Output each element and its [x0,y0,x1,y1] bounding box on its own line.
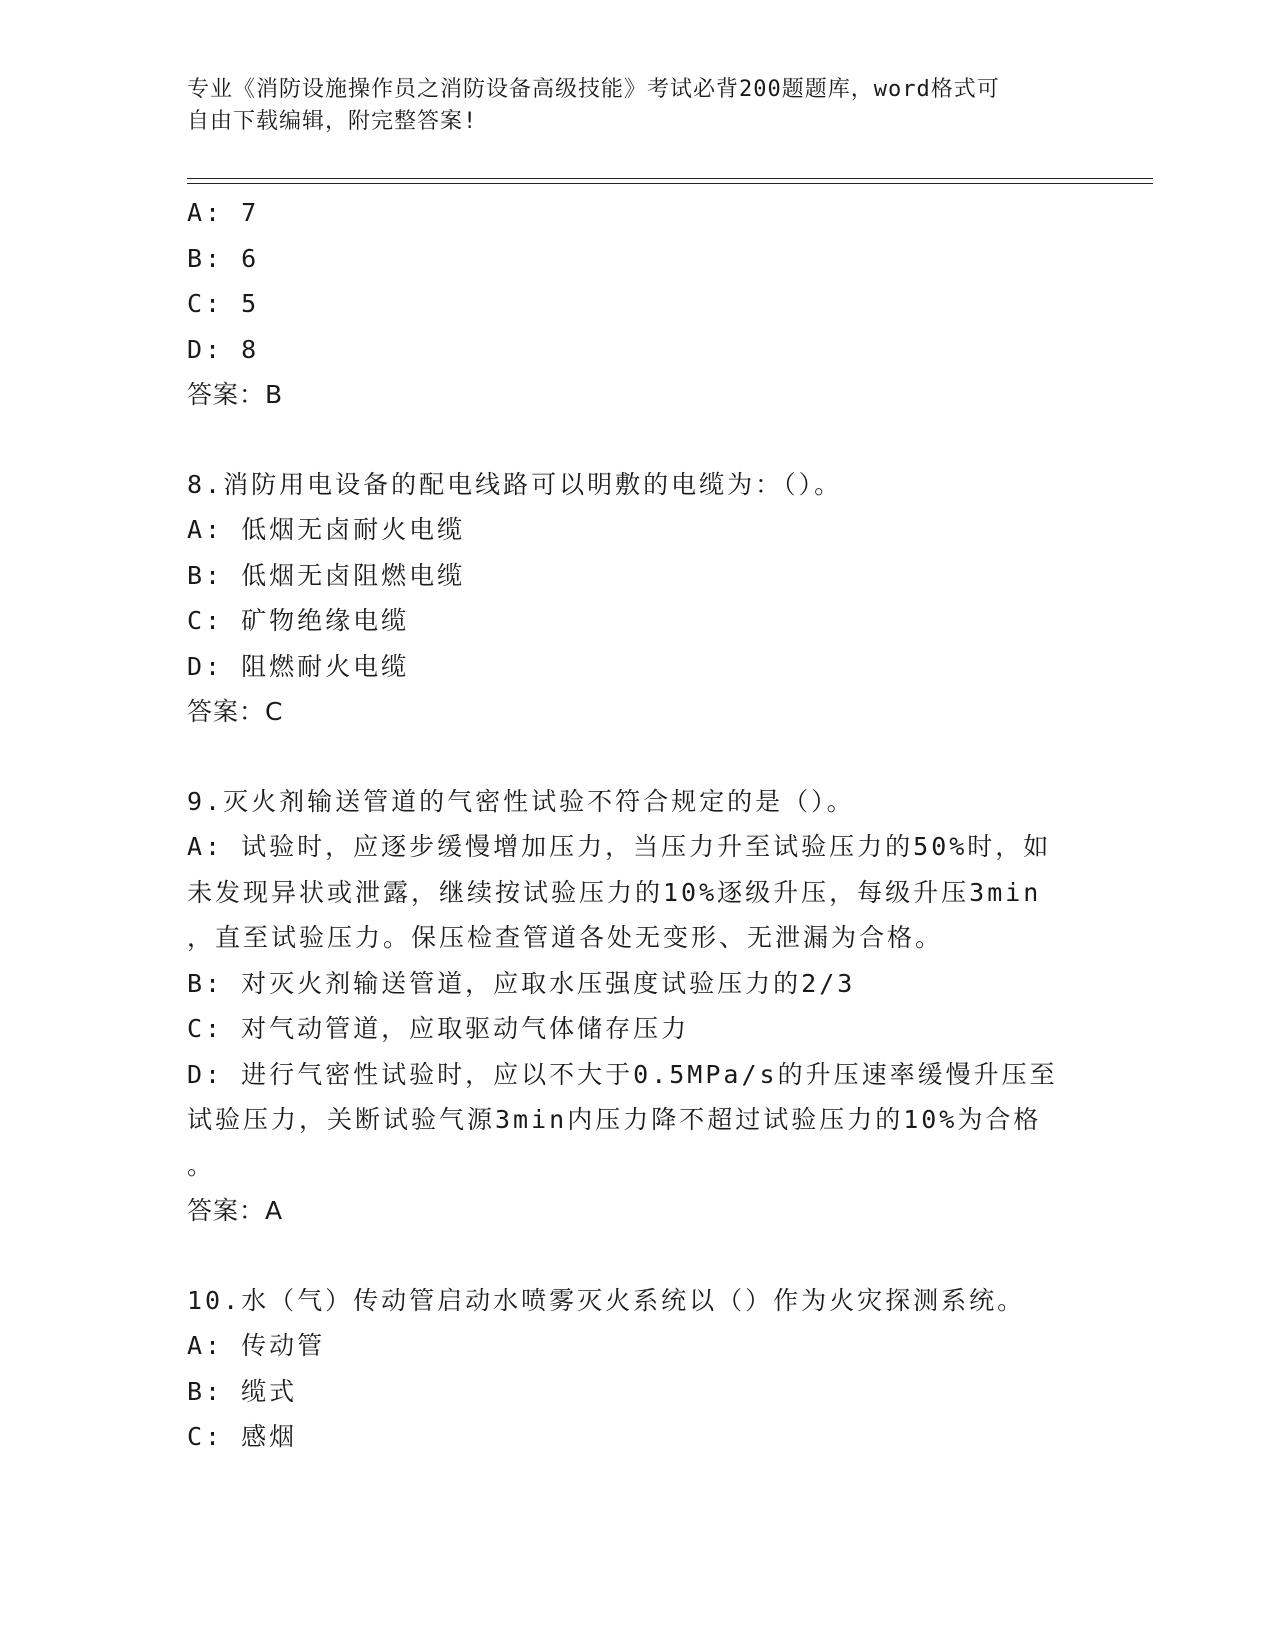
option-b: B: 对灭火剂输送管道，应取水压强度试验压力的2/3 [187,968,856,998]
header-line-1: 专业《消防设施操作员之消防设备高级技能》考试必背200题题库，word格式可 [187,77,1000,102]
question-list [187,190,1067,1460]
option-d-line-3: 。 [187,1150,216,1180]
option-d-line-1: D: 进行气密性试验时，应以不大于0.5MPa/s的升压速率缓慢升压至 [187,1059,1058,1089]
answer-line: 答案：B [187,380,284,409]
option-a: A: 传动管 [187,1331,326,1360]
question-text: 8.消防用电设备的配电线路可以明敷的电缆为：（）。 [187,469,843,499]
question-10-block [187,1278,1067,1460]
option-d: D: 阻燃耐火电缆 [187,651,410,681]
question-text: 9.灭火剂输送管道的气密性试验不符合规定的是（）。 [187,786,855,816]
header-line-2: 自由下载编辑，附完整答案! [187,109,478,134]
option-c: C: 对气动管道，应取驱动气体储存压力 [187,1014,690,1043]
option-b: B: 低烟无卤阻燃电缆 [187,560,466,590]
document-header [187,74,1067,138]
option-d: D: 8 [187,334,260,364]
option-a: A: 低烟无卤耐火电缆 [187,515,466,544]
option-b: B: 6 [187,243,260,273]
header-divider-bottom [187,183,1153,184]
spacer [187,735,1067,779]
option-c: C: 5 [187,289,260,318]
question-text: 10.水（气）传动管启动水喷雾灭火系统以（）作为火灾探测系统。 [187,1285,1026,1315]
option-b: B: 缆式 [187,1376,298,1406]
option-a: A: 7 [187,198,260,227]
option-a-line-2: 未发现异状或泄露，继续按试验压力的10%逐级升压，每级升压3min [187,877,1042,907]
option-a-line-3: ，直至试验压力。保压检查管道各处无变形、无泄漏为合格。 [187,923,944,952]
option-c: C: 矿物绝缘电缆 [187,606,410,635]
option-a-line-1: A: 试验时，应逐步缓慢增加压力，当压力升至试验压力的50%时，如 [187,832,1052,861]
question-8-block [187,462,1067,735]
option-c: C: 感烟 [187,1422,298,1451]
answer-line: 答案：A [187,1196,284,1225]
question-7-block [187,190,1067,418]
answer-line: 答案：C [187,697,284,726]
spacer [187,1234,1067,1278]
question-9-block [187,779,1067,1234]
spacer [187,418,1067,462]
option-d-line-2: 试验压力，关断试验气源3min内压力降不超过试验压力的10%为合格 [187,1105,1042,1134]
header-divider-top [187,178,1153,179]
